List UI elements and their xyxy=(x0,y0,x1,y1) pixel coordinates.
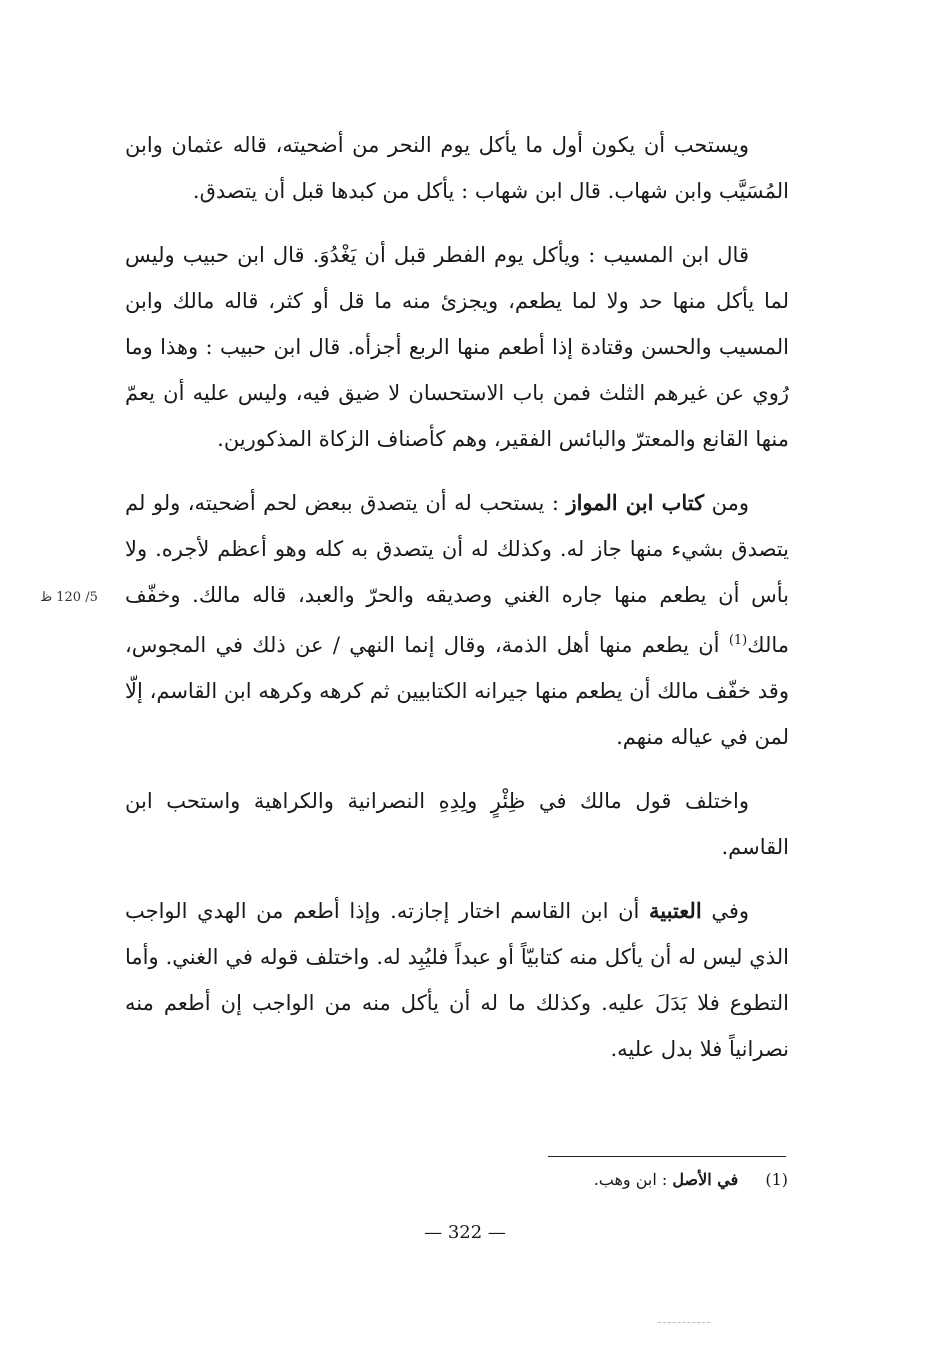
source-title-bold: كتاب ابن المواز xyxy=(566,490,705,515)
source-title-bold: العتبية xyxy=(649,898,702,923)
paragraph-4 xyxy=(125,778,789,870)
paragraph-text: أن ابن القاسم اختار إجازته. وإذا أطعم من الهدي الواجب الذي ليس له أن يأكل منه كتابيّاً أو عبداً فليُبِد له. واختلف قوله في الغني. وأما التطوع فلا بَدَلَ عليه. وكذلك ما له أن يأكل منه من الواجب إن أطعم منه نصرانياً فلا بدل عليه. xyxy=(125,899,789,1061)
paragraph-lead: ومن xyxy=(711,491,749,515)
footnote-divider xyxy=(548,1156,786,1157)
paragraph-lead: وفي xyxy=(711,899,749,923)
folio-margin-note: 5/ 120 ظ xyxy=(40,590,98,605)
paragraph-2 xyxy=(125,232,789,462)
paragraph-3 xyxy=(125,480,789,760)
paragraph-text: : يستحب له أن يتصدق ببعض لحم أضحيته، ولو لم يتصدق بشيء منها جاز له. وكذلك له أن يتصدق به كله وهو أعظم لأجره. ولا بأس أن يطعم منها جاره الغني وصديقه والحرّ والعبد، قاله مالك. وخفّف مالك xyxy=(125,491,789,657)
footnote-label: في الأصل xyxy=(672,1170,739,1189)
paragraph-text: واختلف قول مالك في ظِئْرٍ ولِدِهِ النصرانية والكراهية واستحب ابن القاسم. xyxy=(125,789,789,859)
paragraph-text: ويستحب أن يكون أول ما يأكل يوم النحر من أضحيته، قاله عثمان وابن المُسَيَّب وابن شهاب. قال ابن شهاب : يأكل من كبدها قبل أن يتصدق. xyxy=(125,133,789,203)
paragraph-text: قال ابن المسيب : ويأكل يوم الفطر قبل أن يَغْدُوَ. قال ابن حبيب وليس لما يأكل منها حد ولا لما يطعم، ويجزئ منه ما قل أو كثر، قاله مالك وابن المسيب والحسن وقتادة إذا أطعم منها الربع أجزأه. قال ابن حبيب : وهذا وما رُوي عن غيرهم الثلث فمن باب الاستحسان لا ضيق فيه، وليس عليه أن يعمّ منها القانع والمعترّ والبائس الفقير، وهم كأصناف الزكاة المذكورين. xyxy=(125,243,789,451)
footnote xyxy=(430,1170,788,1189)
page-number: — 322 — xyxy=(424,1222,506,1243)
main-text xyxy=(125,122,789,1090)
scan-artifact xyxy=(658,1322,710,1323)
paragraph-5 xyxy=(125,888,789,1072)
paragraph-1 xyxy=(125,122,789,214)
footnote-reference: (1) xyxy=(728,633,748,648)
footnote-marker: (1) xyxy=(765,1170,788,1189)
paragraph-text-continued: أن يطعم منها أهل الذمة، وقال إنما النهي / عن ذلك في المجوس، وقد خفّف مالك أن يطعم منها جيرانه الكتابيين ثم كرهه وكرهه ابن القاسم، إلّا لمن في عياله منهم. xyxy=(125,633,789,749)
footnote-text: : ابن وهب. xyxy=(593,1170,668,1189)
